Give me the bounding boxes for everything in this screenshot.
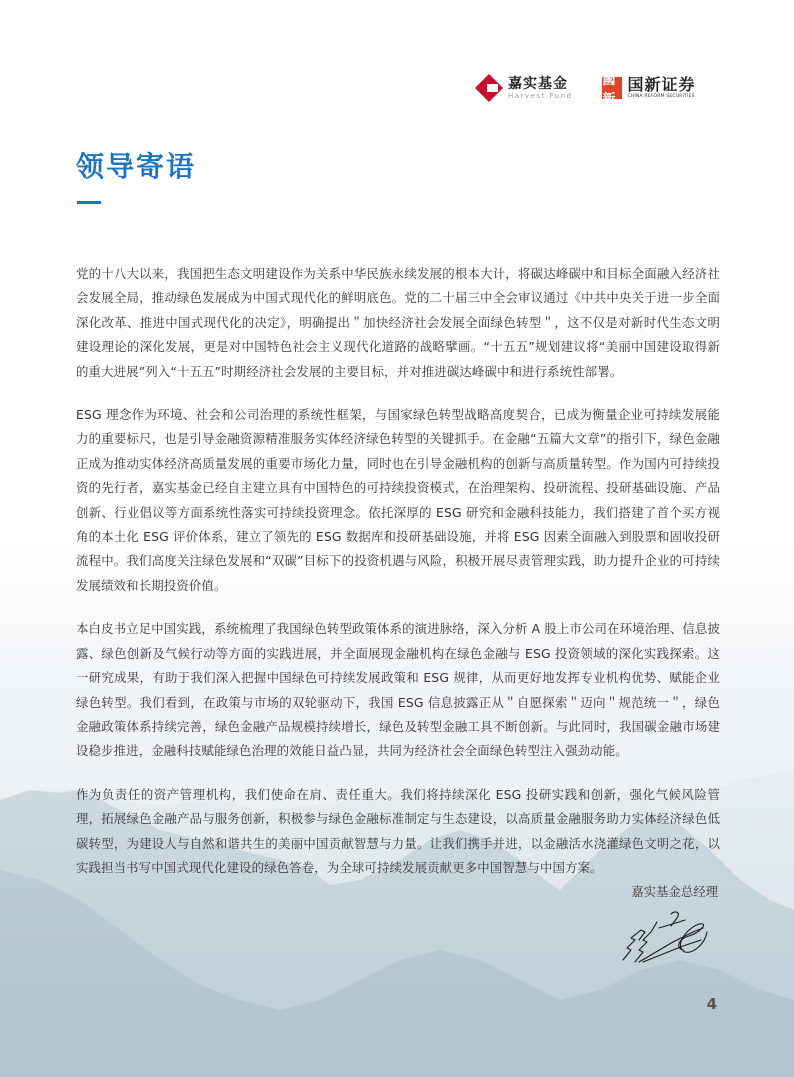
message-body <box>76 262 720 899</box>
china-reform-name-cn: 国新证券 <box>627 74 696 94</box>
china-reform-securities-logo <box>602 73 696 107</box>
harvest-name-cn: 嘉实基金 <box>508 75 568 92</box>
harvest-fund-logo <box>474 73 572 103</box>
header-logos <box>474 71 695 105</box>
harvest-diamond-icon <box>474 73 504 103</box>
page-number: 4 <box>706 995 717 1013</box>
harvest-name-en: Harvest Fund <box>508 91 573 100</box>
china-reform-seal-icon: 國新 <box>602 77 622 99</box>
paragraph-3: 本白皮书立足中国实践，系统梳理了我国绿色转型政策体系的演进脉络，深入分析 A 股上市公司在环境治理、信息披露、绿色创新及气候行动等方面的实践进展，并全面展现金融机构在绿色金融与 ESG 投资领域的深化实践探索。这一研究成果，有助于我们深入把握中国绿色可持续发展政策和 ESG 规律，从而更好地发挥专业机构优势、赋能企业绿色转型。我们看到，在政策与市场的双轮驱动下，我国 ESG 信息披露正从＂自愿探索＂迈向＂规范统一＂，绿色金融政策体系持续完善，绿色金融产品规模持续增长，绿色及转型金融工具不断创新。与此同时，我国碳金融市场建设稳步推进，金融科技赋能绿色治理的效能日益凸显，共同为经济社会全面绿色转型注入强劲动能。 <box>76 621 720 759</box>
title-underline <box>77 201 101 204</box>
paragraph-4: 作为负责任的资产管理机构，我们使命在肩、责任重大。我们将持续深化 ESG 投研实践和创新，强化气候风险管理，拓展绿色金融产品与服务创新，积极参与绿色金融标准制定与生态建设，以高质量金融服务助力实体经济绿色低碳转型，为建设人与自然和谐共生的美丽中国贡献智慧与力量。让我们携手并进，以金融活水浇灌绿色文明之花，以实践担当书写中国式现代化建设的绿色答卷，为全球可持续发展贡献更多中国智慧与中国方案。 <box>76 786 720 875</box>
signatory-title: 嘉实基金总经理 <box>631 884 718 899</box>
paragraph-2: ESG 理念作为环境、社会和公司治理的系统性框架，与国家绿色转型战略高度契合，已成为衡量企业可持续发展能力的重要标尺，也是引导金融资源精准服务实体经济绿色转型的关键抓手。在金融“五篇大文章”的指引下，绿色金融正成为推动实体经济高质量发展的重要市场化力量，同时也在引导金融机构的创新与高质量转型。作为国内可持续投资的先行者，嘉实基金已经自主建立具有中国特色的可持续投资模式，在治理架构、投研流程、投研基础设施、产品创新、行业倡议等方面系统性落实可持续投资理念。依托深厚的 ESG 研究和金融科技能力，我们搭建了首个买方视角的本土化 ESG 评价体系，建立了领先的 ESG 数据库和投研基础设施，并将 ESG 因素全面融入到股票和固收投研流程中。我们高度关注绿色发展和“双碳”目标下的投资机遇与风险，积极开展尽责管理实践，助力提升企业的可持续发展绩效和长期投资价值。 <box>76 407 720 593</box>
handwritten-signature <box>613 902 718 972</box>
signature-block <box>613 882 718 972</box>
china-reform-name-en: CHINA REFORM SECURITIES <box>627 93 695 99</box>
paragraph-1: 党的十八大以来，我国把生态文明建设作为关系中华民族永续发展的根本大计，将碳达峰碳中和目标全面融入经济社会发展全局，推动绿色发展成为中国式现代化的鲜明底色。党的二十届三中全会审议通过《中共中央关于进一步全面深化改革、推进中国式现代化的决定》，明确提出＂加快经济社会发展全面绿色转型＂，这不仅是对新时代生态文明建设理论的深化发展，更是对中国特色社会主义现代化道路的战略擘画。“十五五”规划建议将“美丽中国建设取得新的重大进展”列入“十五五”时期经济社会发展的主要目标，并对推进碳达峰碳中和进行系统性部署。 <box>76 266 720 379</box>
page-title: 领导寄语 <box>76 150 197 183</box>
